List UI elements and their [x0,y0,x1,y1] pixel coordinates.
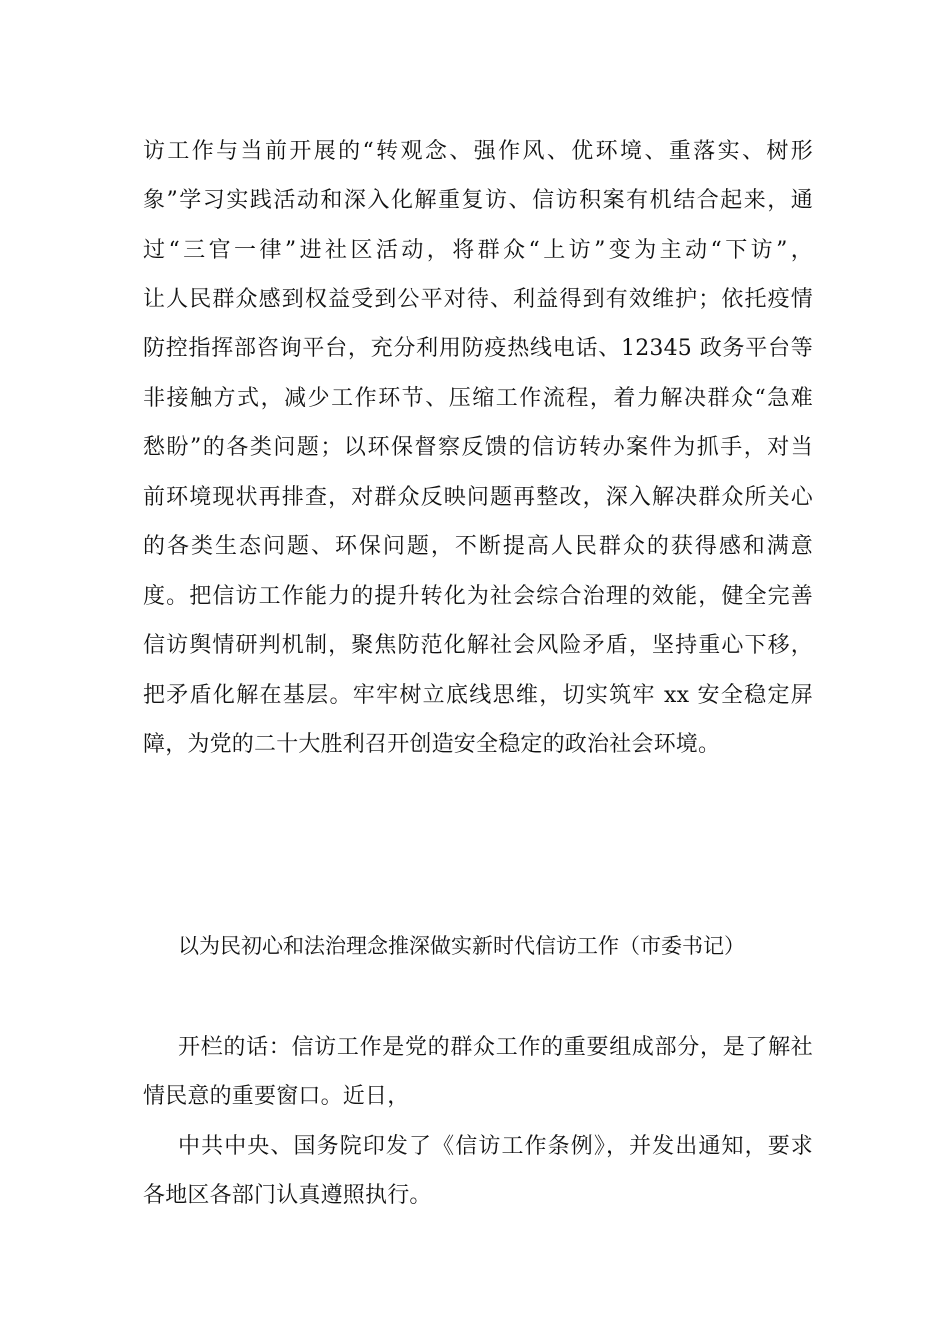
paragraph-line: 象”学习实践活动和深入化解重复访、信访积案有机结合起来，通 [143,188,813,213]
paragraph-line: 过“三官一律”进社区活动，将群众“上访”变为主动“下访”， [143,238,813,263]
paragraph-line: 各地区各部门认真遵照执行。 [143,1183,432,1208]
paragraph-line: 访工作与当前开展的“转观念、强作风、优环境、重落实、树形 [143,139,813,164]
paragraph-line: 把矛盾化解在基层。牢牢树立底线思维，切实筑牢 xx 安全稳定屏 [143,683,813,708]
paragraph-line: 障，为党的二十大胜利召开创造安全稳定的政治社会环境。 [143,732,721,757]
paragraph-line: 中共中央、国务院印发了《信访工作条例》，并发出通知，要求 [178,1134,813,1159]
paragraph-line: 信访舆情研判机制，聚焦防范化解社会风险矛盾，坚持重心下移， [143,633,813,658]
paragraph-line: 度。把信访工作能力的提升转化为社会综合治理的效能，健全完善 [143,584,813,609]
paragraph-line: 开栏的话：信访工作是党的群众工作的重要组成部分，是了解社 [178,1035,813,1060]
paragraph-line: 情民意的重要窗口。近日， [143,1084,410,1109]
paragraph-line: 前环境现状再排查，对群众反映问题再整改，深入解决群众所关心 [143,485,813,510]
paragraph-line: 让人民群众感到权益受到公平对待、利益得到有效维护；依托疫情 [143,287,813,312]
paragraph-line: 防控指挥部咨询平台，充分利用防疫热线电话、12345 政务平台等 [143,336,813,361]
paragraph-line: 愁盼”的各类问题；以环保督察反馈的信访转办案件为抓手，对当 [143,435,813,460]
paragraph-line: 非接触方式，减少工作环节、压缩工作流程，着力解决群众“急难 [143,386,813,411]
article-title: 以为民初心和法治理念推深做实新时代信访工作（市委书记） [178,934,745,958]
paragraph-line: 的各类生态问题、环保问题，不断提高人民群众的获得感和满意 [143,534,813,559]
